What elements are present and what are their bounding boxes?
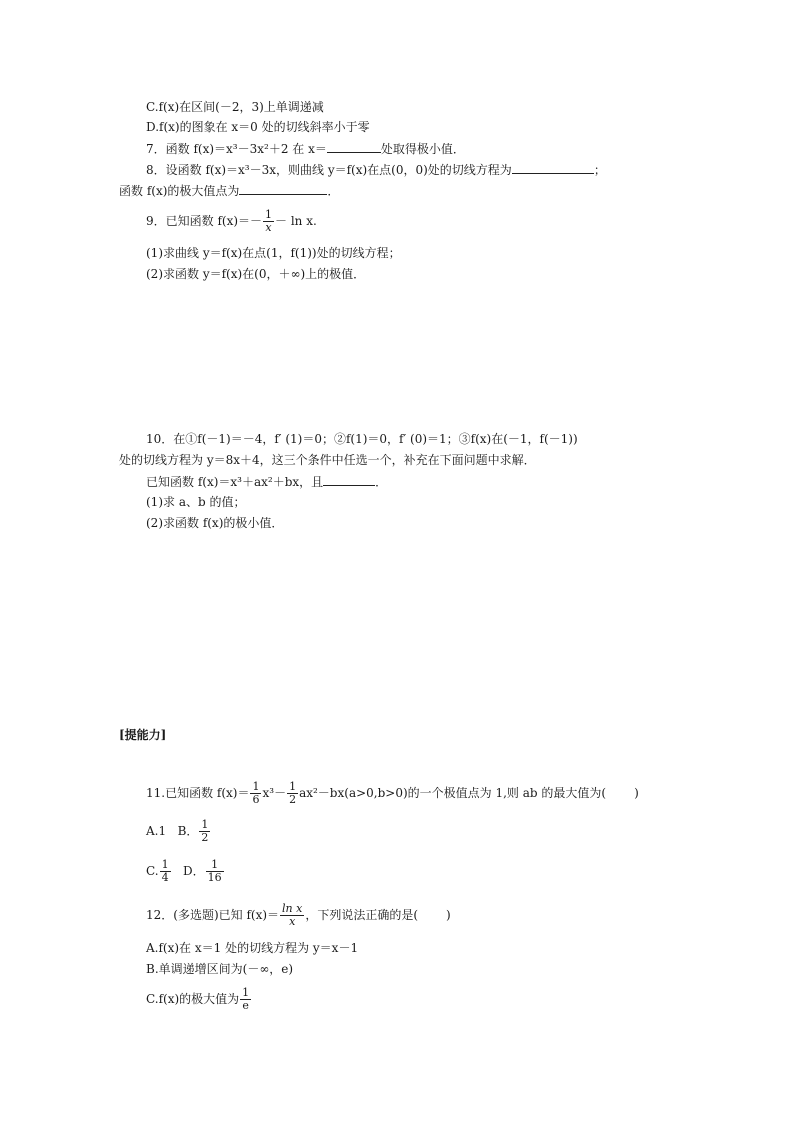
q12-stem-end: ，下列说法正确的是( [305, 908, 419, 922]
q11-frac2 [287, 781, 298, 806]
q11-frac1-num: 1 [252, 780, 260, 793]
q8-line1 [146, 161, 606, 178]
q11-option-b-num: 1 [201, 818, 209, 831]
q11-option-d-label: D． [183, 864, 205, 878]
q9-frac-den: x [263, 221, 274, 234]
q8-semicolon: ； [593, 163, 606, 177]
q9-frac-num: 1 [265, 208, 273, 221]
q9-part1: (1)求曲线 y＝f(x)在点(1，f(1))处的切线方程； [146, 246, 401, 260]
q12-stem [146, 900, 451, 930]
q12-frac-num: ln x [282, 902, 303, 915]
q11-option-d-den: 16 [207, 871, 222, 884]
q11-option-b-den: 2 [201, 831, 209, 844]
q11-options-ab [146, 816, 211, 846]
q10-line1: 10．在①f(－1)＝－4，f′ (1)＝0；②f(1)＝0，f′ (0)＝1；③f(x)在(－1，f(－1)) [146, 432, 578, 446]
q7-stem-end: 处取得极小值． [380, 142, 465, 156]
q6-option-d: D.f(x)的图象在 x＝0 处的切线斜率小于零 [146, 120, 370, 134]
q9-stem [146, 206, 317, 236]
q10-stem: 已知函数 f(x)＝x³＋ax²＋bx，且 [146, 475, 324, 489]
q12-option-c-text: C.f(x)的极大值为 [146, 992, 240, 1006]
q10-line3 [146, 473, 387, 490]
q9-fraction [263, 209, 274, 234]
q12-option-c-den: e [240, 999, 251, 1012]
q11-options-cd [146, 856, 225, 886]
q11-option-b [199, 819, 210, 844]
q12-stem-text: 12．(多选题)已知 f(x)＝ [146, 908, 280, 922]
q7 [146, 140, 465, 157]
q12-option-c-frac [240, 987, 251, 1012]
q8-stem2: 函数 f(x)的极大值点为 [119, 184, 240, 198]
q8-period: ． [327, 184, 340, 198]
q8-line2 [119, 182, 339, 199]
q6-option-c: C.f(x)在区间(－2，3)上单调递减 [146, 100, 324, 114]
q11-frac2-num: 1 [289, 780, 297, 793]
q7-answer-blank [327, 140, 381, 153]
q10-part2: (2)求函数 f(x)的极小值． [146, 516, 284, 530]
q8-max-point-blank [239, 182, 327, 195]
q11-option-d [206, 859, 224, 884]
q11-option-c [160, 859, 171, 884]
q10-period: ． [375, 475, 388, 489]
q11-close-paren: ) [634, 786, 639, 800]
q10-part1: (1)求 a、b 的值； [146, 495, 246, 509]
q11-option-c-num: 1 [161, 858, 169, 871]
q12-fraction [280, 903, 304, 928]
q10-line2: 处的切线方程为 y＝8x＋4，这三个条件中任选一个，补充在下面问题中求解． [119, 453, 536, 467]
q12-option-c [146, 984, 252, 1014]
q12-close-paren: ) [446, 908, 451, 922]
q12-option-a: A.f(x)在 x＝1 处的切线方程为 y＝x－1 [146, 941, 359, 955]
q11-stem [146, 778, 639, 808]
q11-stem-end: ax²－bx(a>0,b>0)的一个极值点为 1,则 ab 的最大值为( [299, 786, 607, 800]
q11-frac2-den: 2 [289, 793, 297, 806]
q9-part2: (2)求函数 y＝f(x)在(0，＋∞)上的极值． [146, 267, 366, 281]
q7-stem: 7．函数 f(x)＝x³－3x²＋2 在 x＝ [146, 142, 327, 156]
q11-stem-mid: x³－ [262, 786, 287, 800]
section-title: [提能力] [119, 728, 167, 742]
q9-stem-text: 9．已知函数 f(x)＝－ [146, 214, 263, 228]
q11-option-d-num: 1 [211, 858, 219, 871]
q12-option-c-num: 1 [242, 986, 250, 999]
q11-option-b-label: B． [177, 824, 199, 838]
q11-frac1 [250, 781, 261, 806]
q11-option-c-label: C. [146, 864, 159, 878]
q11-frac1-den: 6 [252, 793, 260, 806]
q10-condition-blank [323, 473, 375, 486]
q11-stem-text: 11.已知函数 f(x)＝ [146, 786, 250, 800]
q8-stem: 8．设函数 f(x)＝x³－3x，则曲线 y＝f(x)在点(0，0)处的切线方程为 [146, 163, 512, 177]
q9-stem-end: － ln x. [275, 214, 317, 228]
q8-tangent-blank [512, 161, 594, 174]
q11-option-a: A.1 [146, 824, 167, 838]
q11-option-c-den: 4 [161, 871, 169, 884]
q12-option-b: B.单调递增区间为(－∞，e) [146, 962, 294, 976]
q12-frac-den: x [280, 915, 304, 928]
